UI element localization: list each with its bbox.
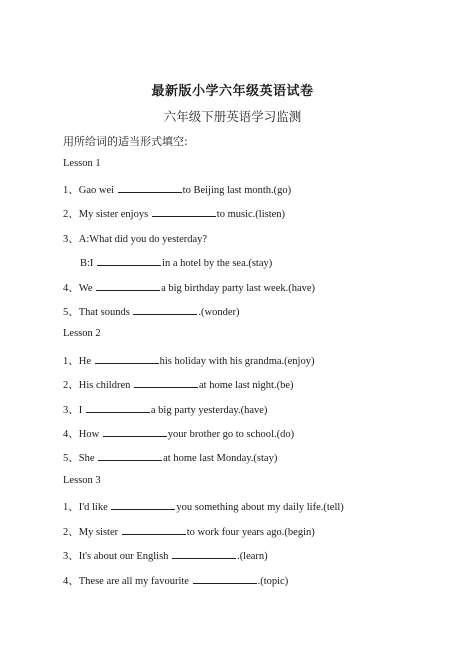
- question-number: 5、: [63, 453, 79, 464]
- question-text-before: That sounds: [78, 307, 130, 318]
- question-text-after: at home last night.(be): [199, 380, 294, 391]
- question-row: [63, 377, 293, 392]
- question-row: [63, 353, 314, 368]
- question-row: [63, 426, 294, 441]
- question-text-before: My sister: [78, 527, 119, 538]
- question-row: [63, 182, 291, 197]
- question-row: [80, 255, 272, 269]
- answer-blank[interactable]: [118, 182, 182, 193]
- question-number: 1、: [63, 356, 79, 367]
- lesson-2-heading: Lesson 2: [63, 328, 101, 339]
- question-text-before: She: [78, 453, 95, 464]
- question-text-before: I: [78, 405, 83, 416]
- answer-blank[interactable]: [134, 377, 198, 388]
- question-text-after: your brother go to school.(do): [167, 429, 295, 440]
- question-text-before: Gao wei: [78, 185, 115, 196]
- page-subtitle: 六年级下册英语学习监测: [163, 109, 302, 124]
- answer-blank[interactable]: [103, 426, 167, 437]
- question-text-before: It's about our English: [78, 551, 169, 562]
- question-number: 3、: [63, 234, 79, 245]
- question-text-after: his holiday with his grandma.(enjoy): [159, 356, 315, 367]
- question-text-before: We: [78, 283, 93, 294]
- lesson-3-heading: Lesson 3: [63, 475, 101, 486]
- question-text-before: I'd like: [78, 502, 108, 513]
- question-row: [63, 499, 344, 514]
- answer-blank[interactable]: [152, 206, 216, 217]
- instruction-text: 用所给词的适当形式填空:: [63, 135, 188, 148]
- question-row: [63, 450, 277, 465]
- question-text-before: His children: [78, 380, 131, 391]
- question-row: [63, 280, 315, 295]
- question-number: 5、: [63, 307, 79, 318]
- question-text-before: A:What did you do yesterday?: [78, 234, 208, 245]
- question-row: [63, 304, 240, 319]
- question-text-after: a big birthday party last week.(have): [161, 283, 316, 294]
- question-number: 2、: [63, 209, 79, 220]
- question-text-after: to music.(listen): [216, 209, 286, 220]
- answer-blank[interactable]: [97, 255, 161, 266]
- question-row: [63, 231, 207, 246]
- question-text-after: a big party yesterday.(have): [150, 405, 268, 416]
- question-text-after: to Beijing last month.(go): [182, 185, 292, 196]
- answer-blank[interactable]: [96, 280, 160, 291]
- question-text-before: These are all my favourite: [78, 576, 189, 587]
- question-text-after: .(topic): [257, 576, 289, 587]
- answer-blank[interactable]: [95, 353, 159, 364]
- question-number: 1、: [63, 185, 79, 196]
- question-number: 4、: [63, 576, 79, 587]
- question-text-before: B:I: [80, 258, 94, 269]
- question-row: [63, 548, 268, 563]
- question-row: [63, 524, 315, 539]
- question-number: 4、: [63, 283, 79, 294]
- question-number: 2、: [63, 380, 79, 391]
- question-number: 3、: [63, 551, 79, 562]
- answer-blank[interactable]: [193, 573, 257, 584]
- question-number: 4、: [63, 429, 79, 440]
- question-number: 1、: [63, 502, 79, 513]
- question-text-after: at home last Monday.(stay): [163, 453, 278, 464]
- question-text-before: He: [78, 356, 91, 367]
- question-number: 3、: [63, 405, 79, 416]
- answer-blank[interactable]: [172, 548, 236, 559]
- question-text-after: you something about my daily life.(tell): [176, 502, 344, 513]
- question-text-after: to work four years ago.(begin): [186, 527, 315, 538]
- question-row: [63, 402, 267, 417]
- question-row: [63, 206, 285, 221]
- question-text-after: in a hotel by the sea.(stay): [162, 258, 273, 269]
- lesson-1-heading: Lesson 1: [63, 158, 101, 169]
- answer-blank[interactable]: [133, 304, 197, 315]
- question-number: 2、: [63, 527, 79, 538]
- question-text-before: My sister enjoys: [78, 209, 149, 220]
- question-text-after: .(learn): [237, 551, 268, 562]
- answer-blank[interactable]: [86, 402, 150, 413]
- answer-blank[interactable]: [98, 450, 162, 461]
- page-title: 最新版小学六年级英语试卷: [151, 84, 314, 99]
- question-text-after: .(wonder): [198, 307, 240, 318]
- question-row: [63, 573, 288, 588]
- answer-blank[interactable]: [122, 524, 186, 535]
- answer-blank[interactable]: [111, 499, 175, 510]
- question-text-before: How: [78, 429, 100, 440]
